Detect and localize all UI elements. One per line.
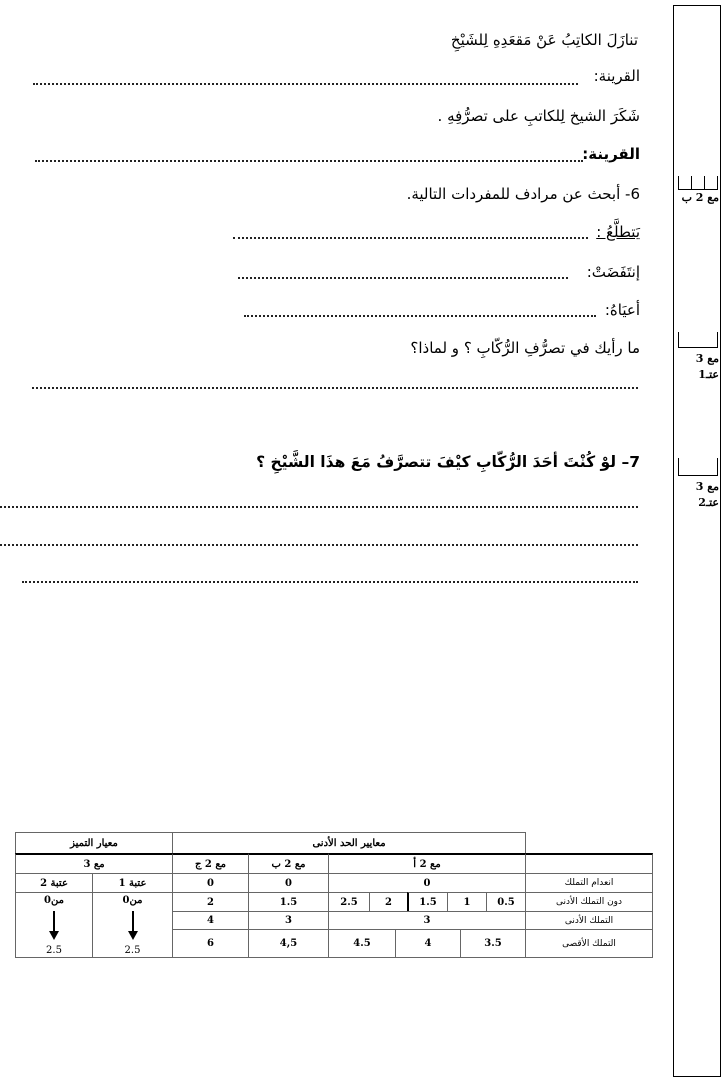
answer-line-word-3[interactable] [244, 315, 596, 317]
answer-line-clue-1[interactable] [33, 83, 578, 85]
cell-min-2a: 3 [328, 911, 526, 930]
cell-below-2b: 1.5 [248, 892, 329, 912]
cell-max-2a-1: 4.5 [328, 929, 396, 958]
clue-label-1: القرينة: [593, 67, 640, 85]
criterion-2c: مع 2 ج [172, 853, 249, 874]
q6-word-1: يَتطلَّعُ : [596, 223, 640, 241]
cell-none-2a: 0 [328, 873, 526, 893]
answer-line-word-1[interactable] [233, 237, 588, 239]
row-label-min: التملك الأدنى [525, 911, 653, 930]
threshold-1-header: عتبة 1 [92, 873, 173, 893]
range-to: 2.5 [46, 945, 62, 956]
question-6-title: 6- أبحث عن مرادف للمفردات التالية. [406, 185, 640, 203]
label-header-empty [525, 853, 653, 874]
cell-below-2c: 2 [172, 892, 249, 912]
cell-min-2c: 4 [172, 911, 249, 930]
row-label-below: دون التملك الأدنى [525, 892, 653, 912]
cell-below-2a-4: 1 [447, 892, 487, 912]
q6-word-3: أعيَاهُ: [604, 301, 640, 319]
question-7-title: 7– لوْ كُنْتَ أحَدَ الرُّكّابِ كيْفَ تتصرَّفُ مَعَ هذَا الشَّيْخِ ؟ [256, 453, 640, 471]
answer-line-opinion[interactable] [32, 387, 638, 389]
row-label-max: التملك الأقصى [525, 929, 653, 958]
mark-label-2b: مع 2 ب [681, 191, 719, 204]
mark-label-3: مع 3 [695, 352, 719, 365]
criterion-2a: مع 2 أ [328, 853, 526, 874]
cell-max-2a-2: 4 [395, 929, 461, 958]
mark-label-3b: مع 3 [695, 480, 719, 493]
mark-label-threshold-1: عتـ1 [698, 368, 719, 381]
range-to: 2.5 [124, 945, 141, 956]
mark-box-3-threshold-2[interactable] [678, 458, 718, 476]
threshold-2-range [15, 892, 93, 958]
sentence-2: شَكَرَ الشيخ لِلكاتبِ على تصرُّفِهِ . [437, 107, 640, 125]
row-label-none: انعدام التملك [525, 873, 653, 893]
cell-max-2a-3: 3.5 [460, 929, 526, 958]
cell-below-2a-1: 2.5 [328, 892, 370, 912]
range-from: من0 [122, 895, 143, 906]
arrow-down-icon [128, 911, 138, 940]
mark-box-3-threshold-1[interactable] [678, 332, 718, 348]
cell-below-2a-5: 0.5 [486, 892, 526, 912]
cell-below-2a-3: 1.5 [407, 892, 448, 912]
answer-line-q7-1[interactable] [0, 506, 638, 508]
clue-label-2: القرينة: [582, 145, 640, 163]
mark-divider [691, 176, 692, 189]
criterion-3: مع 3 [15, 853, 173, 874]
header-excellence: معيار التميز [15, 832, 173, 854]
cell-none-2b: 0 [248, 873, 329, 893]
answer-line-word-2[interactable] [238, 277, 568, 279]
cell-below-2a-2: 2 [369, 892, 408, 912]
criterion-2b: مع 2 ب [248, 853, 329, 874]
mark-divider [704, 176, 705, 189]
mark-box-2b[interactable] [678, 176, 718, 190]
arrow-down-icon [49, 911, 59, 940]
range-from: من0 [44, 895, 64, 906]
q6-word-2: إنتَفَضَتْ: [586, 263, 640, 281]
mark-label-threshold-2: عتـ2 [698, 496, 719, 509]
sentence-1: تنازَلَ الكاتِبُ عَنْ مَقعَدِهِ لِلشَيْخِ [450, 31, 638, 49]
header-minimum: معايير الحد الأدنى [172, 832, 526, 854]
answer-line-q7-2[interactable] [0, 544, 638, 546]
cell-none-2c: 0 [172, 873, 249, 893]
cell-max-2c: 6 [172, 929, 249, 958]
cell-max-2b: 4,5 [248, 929, 329, 958]
threshold-2-header: عتبة 2 [15, 873, 93, 893]
answer-line-q7-3[interactable] [22, 581, 638, 583]
opinion-question: ما رأيك في تصرُّفِ الرُّكّابِ ؟ و لماذا؟ [410, 339, 640, 357]
cell-min-2b: 3 [248, 911, 329, 930]
margin-column [673, 5, 721, 1077]
threshold-1-range [92, 892, 173, 958]
answer-line-clue-2[interactable] [35, 160, 583, 162]
